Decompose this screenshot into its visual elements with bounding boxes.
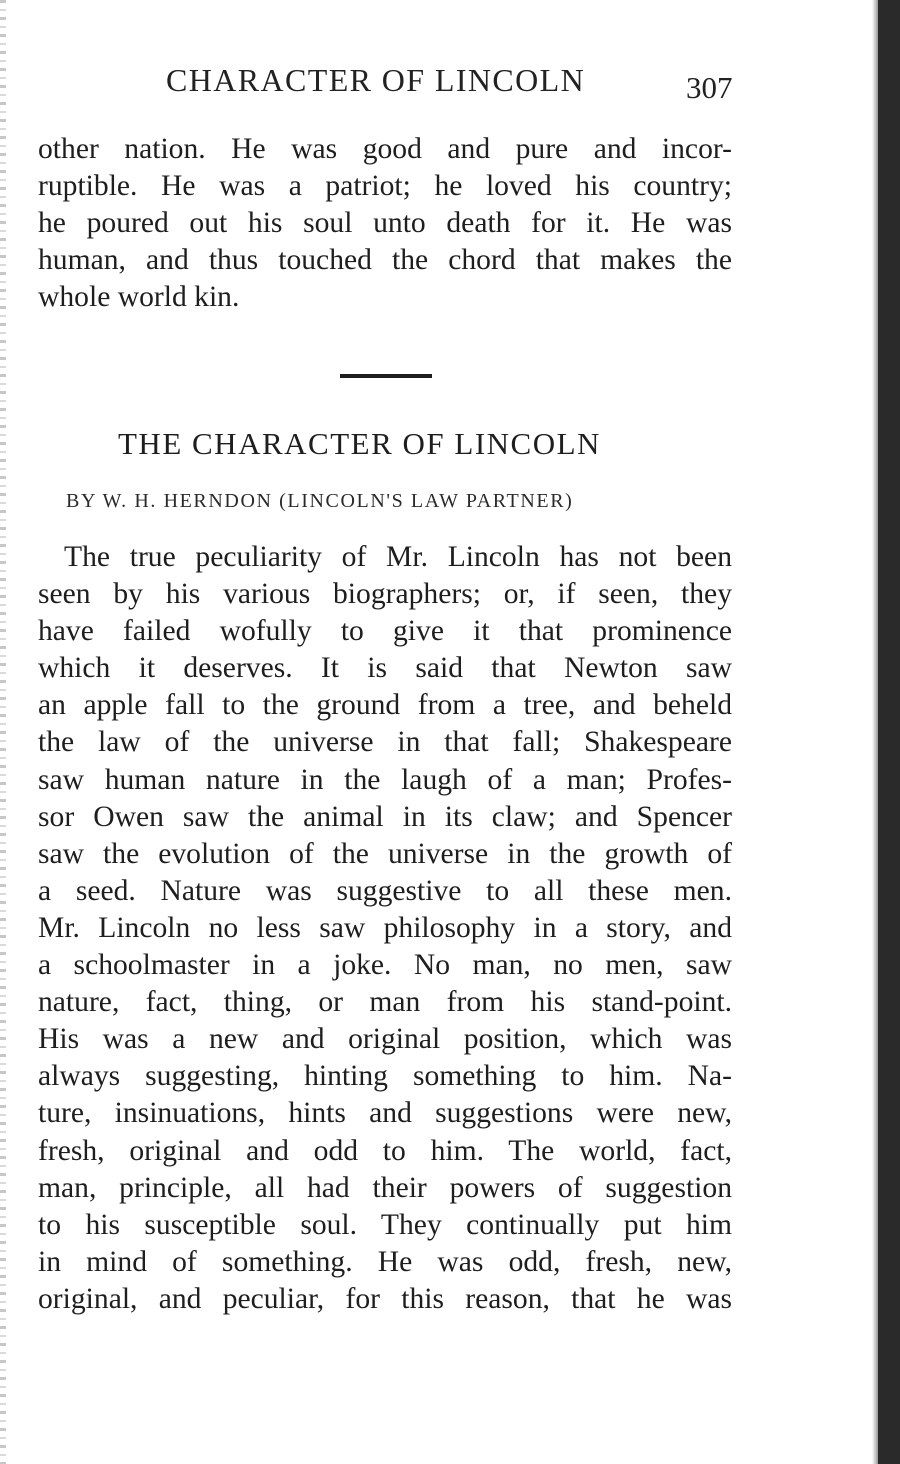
- text-line: he poured out his soul unto death for it. He was: [38, 207, 732, 240]
- text-line: The true peculiarity of Mr. Lincoln has not been: [64, 541, 732, 573]
- text-line: in mind of something. He was odd, fresh, new,: [38, 1245, 732, 1278]
- article-title: THE CHARACTER OF LINCOLN: [118, 426, 601, 461]
- text-line: sor Owen saw the animal in its claw; and Spencer: [38, 800, 732, 833]
- page-left-edge: [0, 0, 6, 1464]
- text-line: saw the evolution of the universe in the growth of: [38, 837, 732, 870]
- text-line: other nation. He was good and pure and incor-: [38, 133, 732, 165]
- text-line: fresh, original and odd to him. The world, fact,: [38, 1134, 732, 1167]
- article-paragraph: [38, 539, 732, 1318]
- text-line: to his susceptible soul. They continually put him: [38, 1208, 732, 1241]
- text-line: ruptible. He was a patriot; he loved his country;: [38, 170, 732, 203]
- text-line: the law of the universe in that fall; Shakespeare: [38, 726, 732, 759]
- text-line: Mr. Lincoln no less saw philosophy in a story, and: [38, 911, 732, 944]
- text-line: have failed wofully to give it that prominence: [38, 615, 732, 648]
- text-line: a seed. Nature was suggestive to all these men.: [38, 874, 732, 907]
- text-line: human, and thus touched the chord that makes the: [38, 244, 732, 277]
- text-line: whole world kin.: [38, 281, 240, 314]
- text-line: seen by his various biographers; or, if seen, they: [38, 578, 732, 611]
- text-line: man, principle, all had their powers of suggestion: [38, 1171, 732, 1204]
- section-divider: [340, 374, 432, 378]
- text-line: always suggesting, hinting something to him. Na-: [38, 1060, 732, 1093]
- continued-paragraph: [38, 131, 732, 316]
- text-line: His was a new and original position, which was: [38, 1023, 732, 1056]
- running-head: CHARACTER OF LINCOLN: [166, 62, 586, 98]
- article-byline: BY W. H. HERNDON (LINCOLN'S LAW PARTNER): [66, 490, 574, 512]
- scan-shadow: [878, 0, 900, 1464]
- text-line: an apple fall to the ground from a tree, and beheld: [38, 689, 732, 722]
- text-line: saw human nature in the laugh of a man; Profes-: [38, 763, 732, 796]
- text-line: a schoolmaster in a joke. No man, no men, saw: [38, 949, 732, 982]
- text-line: original, and peculiar, for this reason, that he was: [38, 1282, 732, 1315]
- text-line: which it deserves. It is said that Newton saw: [38, 652, 732, 685]
- page-number: 307: [686, 70, 733, 105]
- text-line: ture, insinuations, hints and suggestions were new,: [38, 1097, 732, 1130]
- text-line: nature, fact, thing, or man from his stand-point.: [38, 986, 732, 1019]
